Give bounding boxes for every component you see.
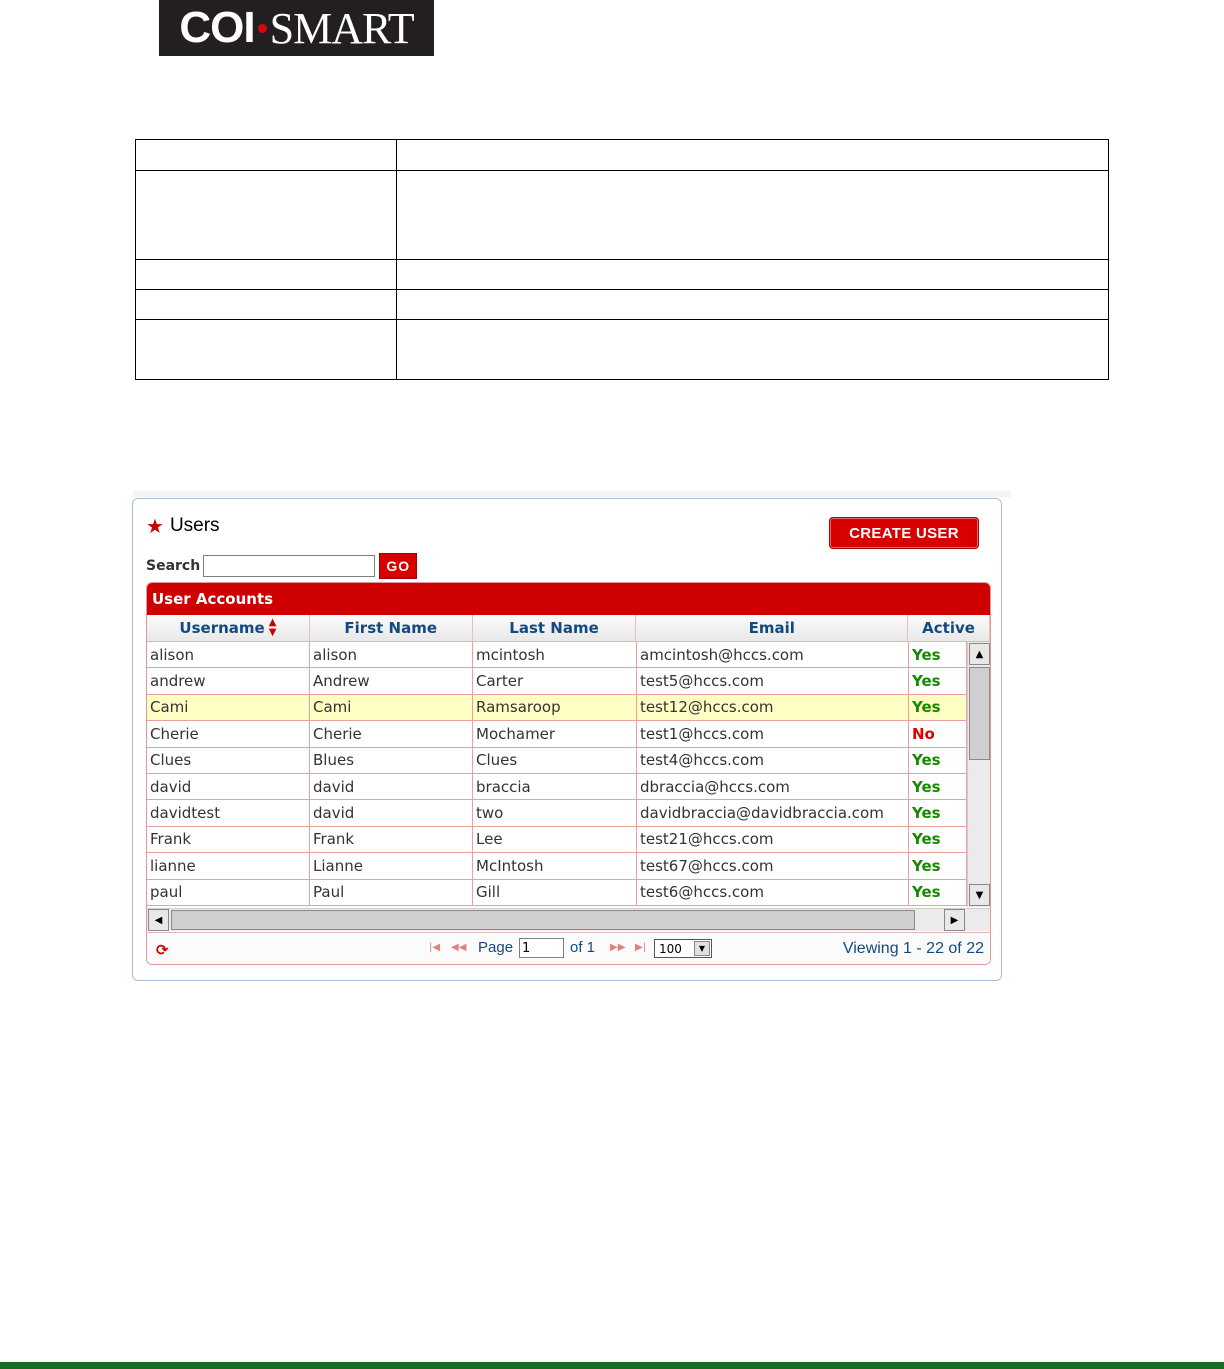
logo-coi-text: COI bbox=[179, 3, 255, 52]
doc-table-cell bbox=[397, 260, 1109, 290]
cell-active: Yes bbox=[909, 748, 967, 773]
panel-top-strip bbox=[133, 491, 1011, 497]
vertical-scroll-thumb[interactable] bbox=[969, 667, 990, 760]
doc-table-row bbox=[136, 290, 1109, 320]
cell-email: amcintosh@hccs.com bbox=[637, 642, 909, 667]
first-page-icon[interactable]: |◀ bbox=[429, 942, 441, 953]
doc-table-row bbox=[136, 260, 1109, 290]
viewing-status: Viewing 1 - 22 of 22 bbox=[842, 940, 984, 957]
doc-table-row bbox=[136, 140, 1109, 171]
cell-username: alison bbox=[147, 642, 310, 667]
cell-email: dbraccia@hccs.com bbox=[637, 774, 909, 799]
search-input[interactable] bbox=[203, 555, 375, 577]
chevron-down-icon[interactable]: ▼ bbox=[694, 941, 710, 956]
column-header-email[interactable]: Email bbox=[636, 615, 908, 641]
column-header-first-name[interactable]: First Name bbox=[310, 615, 473, 641]
user-accounts-grid bbox=[146, 582, 991, 965]
table-row[interactable] bbox=[147, 668, 967, 694]
cell-username: paul bbox=[147, 880, 310, 905]
cell-active: Yes bbox=[909, 642, 967, 667]
search-label: Search bbox=[146, 558, 201, 574]
column-header-username[interactable] bbox=[147, 615, 310, 641]
cell-username: andrew bbox=[147, 668, 310, 693]
page-label: Page bbox=[478, 939, 514, 956]
cell-active: No bbox=[909, 721, 967, 746]
column-header-label: Username bbox=[179, 619, 265, 637]
search-bar bbox=[146, 553, 417, 579]
pager-bar bbox=[147, 932, 990, 965]
cell-first-name: Paul bbox=[310, 880, 473, 905]
cell-active: Yes bbox=[909, 800, 967, 825]
table-row[interactable] bbox=[147, 880, 967, 906]
table-row[interactable] bbox=[147, 748, 967, 774]
cell-username: Cami bbox=[147, 695, 310, 720]
cell-email: test6@hccs.com bbox=[637, 880, 909, 905]
cell-first-name: Lianne bbox=[310, 853, 473, 878]
cell-email: test4@hccs.com bbox=[637, 748, 909, 773]
doc-table-row bbox=[136, 320, 1109, 380]
doc-table-cell bbox=[136, 260, 397, 290]
cell-first-name: Blues bbox=[310, 748, 473, 773]
column-header-active[interactable]: Active bbox=[908, 615, 990, 641]
table-row[interactable] bbox=[147, 695, 967, 721]
cell-email: test21@hccs.com bbox=[637, 827, 909, 852]
grid-caption: User Accounts bbox=[147, 583, 990, 615]
table-row[interactable] bbox=[147, 827, 967, 853]
cell-last-name: Clues bbox=[473, 748, 637, 773]
cell-active: Yes bbox=[909, 880, 967, 905]
cell-username: david bbox=[147, 774, 310, 799]
panel-header bbox=[146, 515, 220, 537]
table-row[interactable] bbox=[147, 721, 967, 747]
cell-username: davidtest bbox=[147, 800, 310, 825]
cell-username: Frank bbox=[147, 827, 310, 852]
logo-smart-text: SMART bbox=[269, 3, 414, 53]
cell-last-name: Lee bbox=[473, 827, 637, 852]
cell-last-name: mcintosh bbox=[473, 642, 637, 667]
scroll-right-arrow-icon[interactable]: ▶ bbox=[944, 909, 965, 931]
grid-body bbox=[147, 642, 967, 906]
cell-active: Yes bbox=[909, 668, 967, 693]
cell-first-name: david bbox=[310, 800, 473, 825]
horizontal-scrollbar[interactable] bbox=[147, 908, 990, 931]
scroll-up-arrow-icon[interactable]: ▲ bbox=[969, 643, 990, 665]
cell-first-name: david bbox=[310, 774, 473, 799]
cell-email: test67@hccs.com bbox=[637, 853, 909, 878]
page-size-value: 100 bbox=[659, 941, 682, 956]
scroll-left-arrow-icon[interactable]: ◀ bbox=[148, 909, 169, 931]
cell-last-name: Gill bbox=[473, 880, 637, 905]
cell-last-name: McIntosh bbox=[473, 853, 637, 878]
cell-email: test1@hccs.com bbox=[637, 721, 909, 746]
grid-header-row bbox=[147, 615, 990, 642]
cell-active: Yes bbox=[909, 774, 967, 799]
table-row[interactable] bbox=[147, 800, 967, 826]
doc-table-cell bbox=[136, 140, 397, 171]
doc-table-row bbox=[136, 171, 1109, 260]
cell-active: Yes bbox=[909, 827, 967, 852]
cell-first-name: Frank bbox=[310, 827, 473, 852]
cell-active: Yes bbox=[909, 853, 967, 878]
cell-first-name: Cherie bbox=[310, 721, 473, 746]
doc-table-cell bbox=[136, 290, 397, 320]
cell-first-name: Cami bbox=[310, 695, 473, 720]
page-count-label: of 1 bbox=[570, 939, 596, 956]
page-size-select[interactable] bbox=[654, 939, 712, 958]
footer-bar bbox=[0, 1362, 1224, 1369]
doc-table-cell bbox=[397, 290, 1109, 320]
users-panel bbox=[132, 498, 1002, 981]
cell-first-name: alison bbox=[310, 642, 473, 667]
doc-table-cell bbox=[136, 171, 397, 260]
page-title: Users bbox=[169, 515, 220, 536]
cell-last-name: braccia bbox=[473, 774, 637, 799]
cell-username: lianne bbox=[147, 853, 310, 878]
cell-email: test5@hccs.com bbox=[637, 668, 909, 693]
table-row[interactable] bbox=[147, 853, 967, 879]
doc-table-cell bbox=[397, 140, 1109, 171]
table-row[interactable] bbox=[147, 774, 967, 800]
doc-table-cell bbox=[397, 320, 1109, 380]
cell-first-name: Andrew bbox=[310, 668, 473, 693]
cell-email: davidbraccia@davidbraccia.com bbox=[637, 800, 909, 825]
page-number-input[interactable] bbox=[519, 938, 564, 958]
star-icon: ★ bbox=[146, 514, 164, 538]
cell-last-name: Mochamer bbox=[473, 721, 637, 746]
next-page-icon[interactable]: ▶▶ bbox=[610, 942, 626, 953]
cell-last-name: Carter bbox=[473, 668, 637, 693]
logo-dot bbox=[258, 24, 267, 33]
coismart-logo bbox=[159, 0, 434, 56]
sort-icon[interactable]: ▲ ▼ bbox=[268, 617, 277, 638]
doc-table-cell bbox=[397, 171, 1109, 260]
cell-username: Clues bbox=[147, 748, 310, 773]
horizontal-scroll-thumb[interactable] bbox=[171, 910, 915, 930]
go-button[interactable]: GO bbox=[379, 553, 417, 579]
column-header-last-name[interactable]: Last Name bbox=[473, 615, 637, 641]
vertical-scrollbar[interactable] bbox=[967, 642, 991, 907]
cell-email: test12@hccs.com bbox=[637, 695, 909, 720]
last-page-icon[interactable]: ▶| bbox=[635, 942, 647, 953]
refresh-icon[interactable]: ⟳ bbox=[156, 941, 169, 959]
cell-active: Yes bbox=[909, 695, 967, 720]
prev-page-icon[interactable]: ◀◀ bbox=[451, 942, 467, 953]
doc-table-cell bbox=[136, 320, 397, 380]
document-table bbox=[135, 139, 1109, 380]
create-user-button[interactable]: CREATE USER bbox=[829, 517, 979, 549]
scroll-down-arrow-icon[interactable]: ▼ bbox=[969, 884, 990, 906]
cell-username: Cherie bbox=[147, 721, 310, 746]
cell-last-name: Ramsaroop bbox=[473, 695, 637, 720]
table-row[interactable] bbox=[147, 642, 967, 668]
cell-last-name: two bbox=[473, 800, 637, 825]
